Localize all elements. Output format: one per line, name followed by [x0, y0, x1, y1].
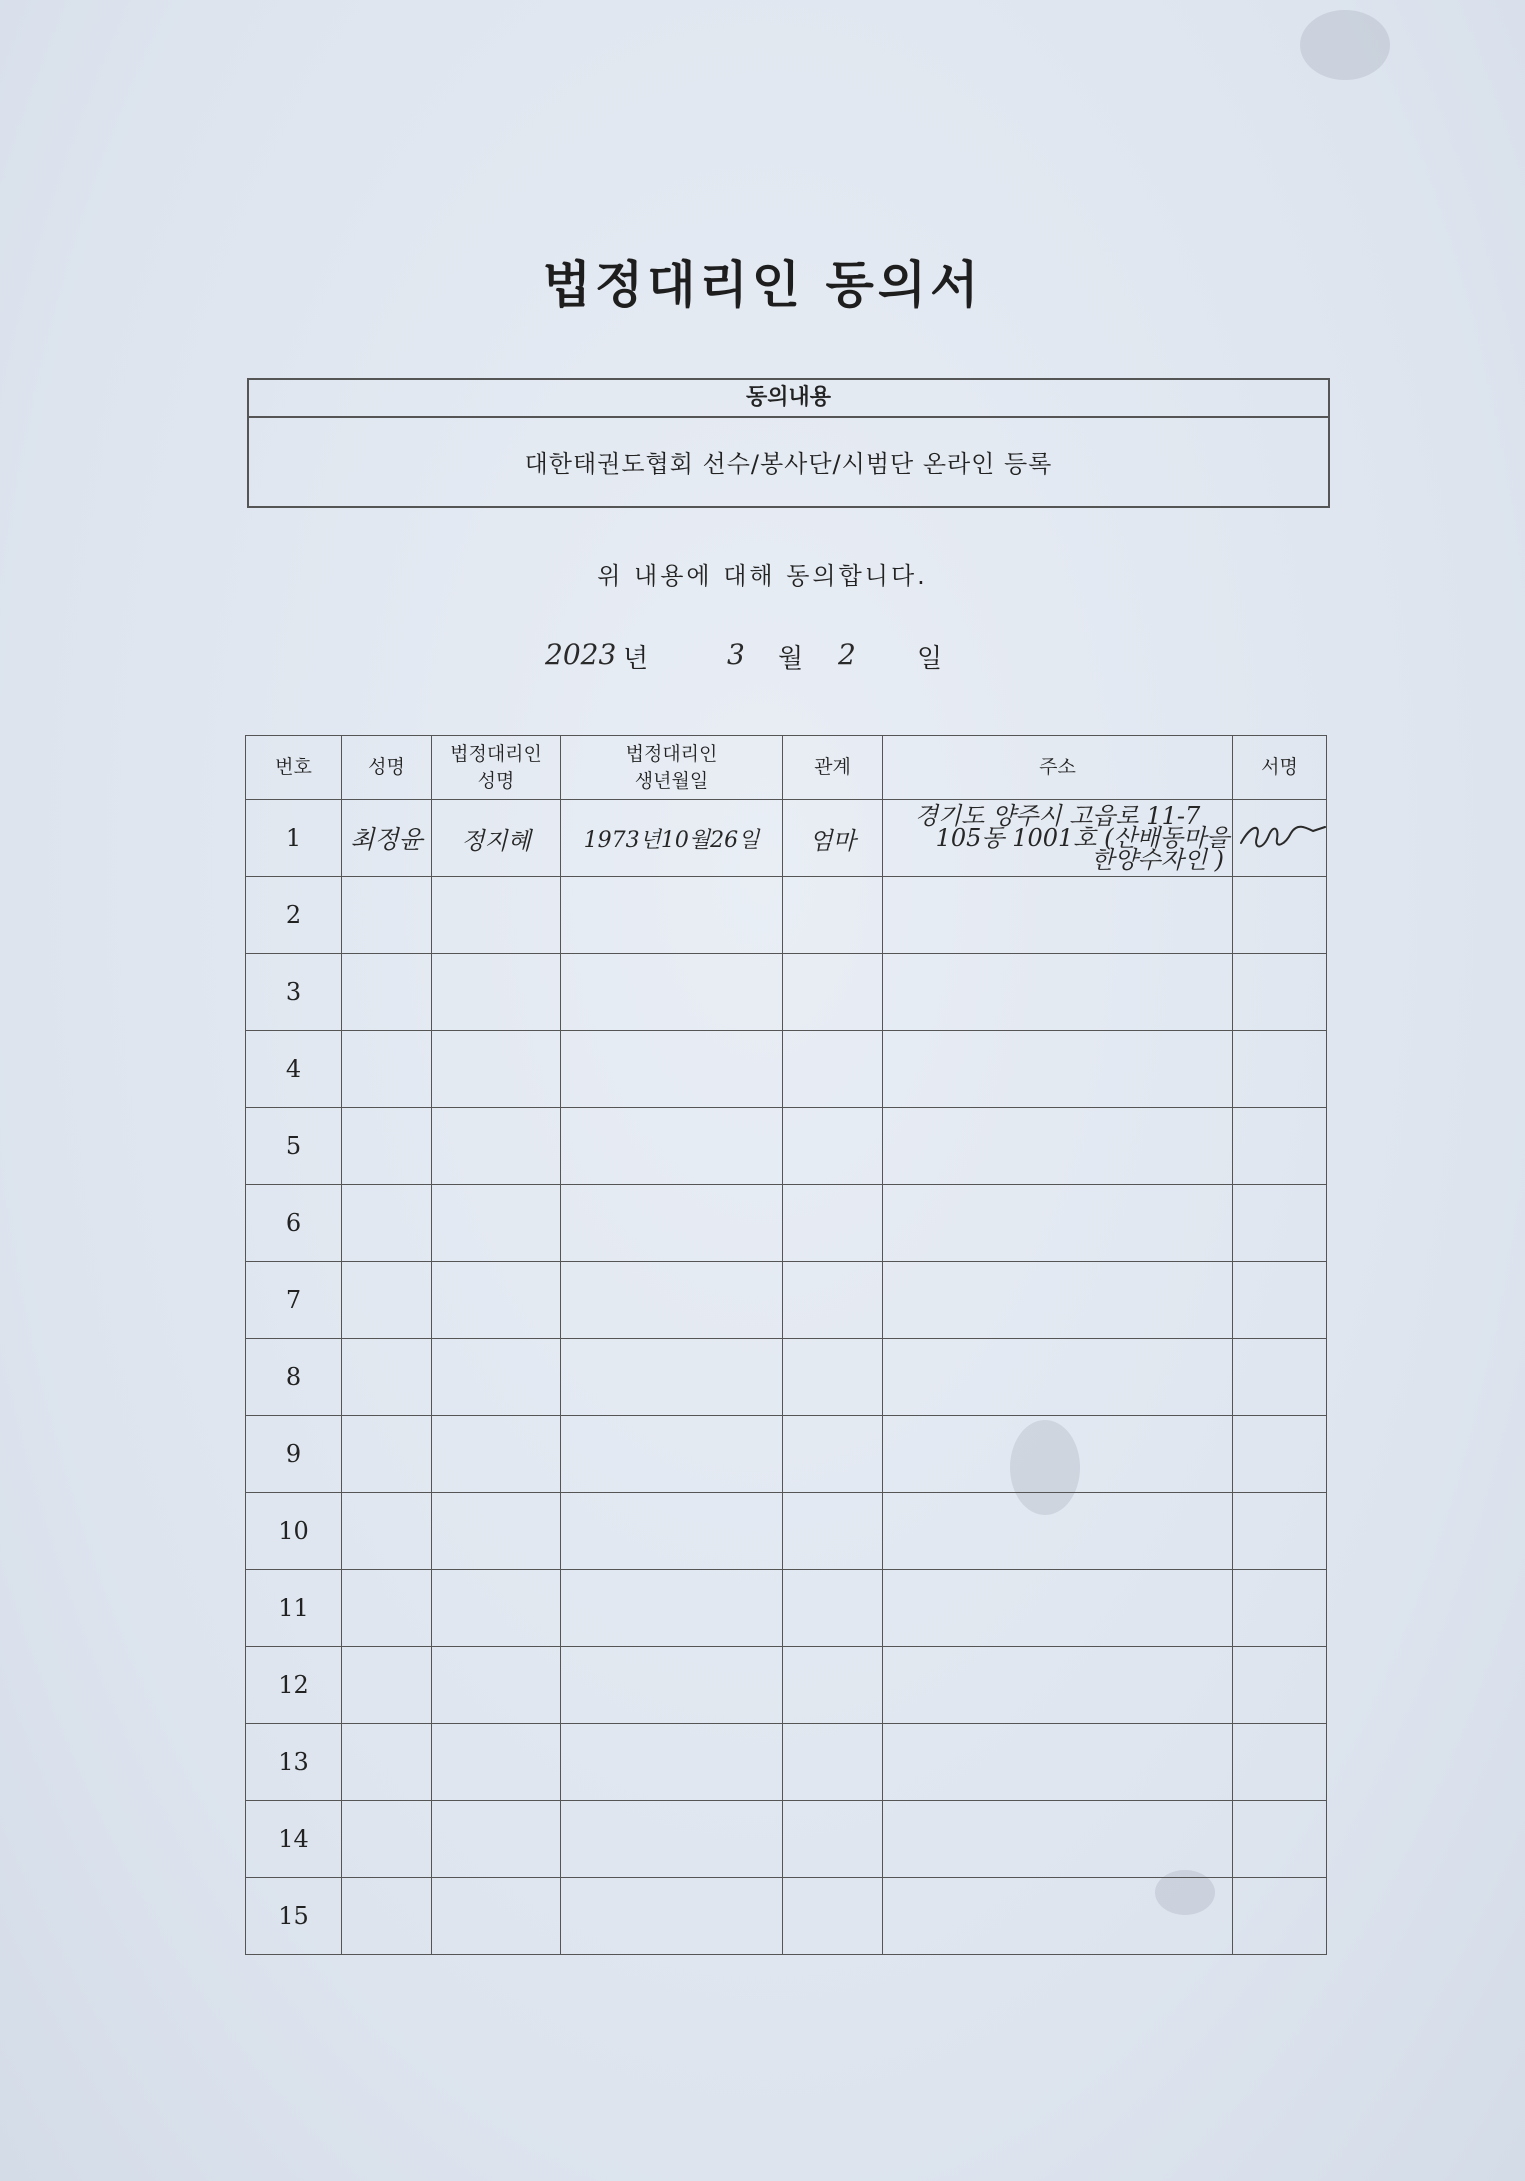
empty-cell — [561, 1262, 783, 1339]
signature — [1233, 800, 1327, 877]
empty-cell — [783, 1416, 883, 1493]
empty-cell — [561, 1339, 783, 1416]
empty-cell — [432, 954, 561, 1031]
empty-cell — [1233, 1878, 1327, 1955]
empty-cell — [883, 1493, 1233, 1570]
empty-cell — [883, 877, 1233, 954]
empty-cell — [342, 954, 432, 1031]
header-guardian-birth: 법정대리인 생년월일 — [561, 736, 783, 800]
table-row — [246, 1647, 1327, 1724]
empty-cell — [1233, 1801, 1327, 1878]
empty-cell — [883, 1570, 1233, 1647]
table-row — [246, 1339, 1327, 1416]
table-row — [246, 877, 1327, 954]
student-name: 최정윤 — [342, 800, 432, 877]
table-row — [246, 1878, 1327, 1955]
table-row — [246, 1262, 1327, 1339]
empty-cell — [783, 1262, 883, 1339]
table-row — [246, 1493, 1327, 1570]
empty-cell — [342, 877, 432, 954]
agreement-statement: 위 내용에 대해 동의합니다. — [597, 562, 928, 590]
table-row — [246, 1108, 1327, 1185]
address-line: 105동 1001호 (산배동마을 — [935, 824, 1230, 852]
empty-cell — [561, 877, 783, 954]
row-number: 4 — [246, 1031, 342, 1108]
empty-cell — [432, 1185, 561, 1262]
empty-cell — [883, 1031, 1233, 1108]
empty-cell — [561, 1801, 783, 1878]
table-row — [246, 1570, 1327, 1647]
empty-cell — [342, 1108, 432, 1185]
guardian-name: 정지혜 — [432, 800, 561, 877]
date-month: 3 — [727, 638, 745, 671]
date-year-unit: 년 — [623, 644, 649, 674]
empty-cell — [783, 1339, 883, 1416]
empty-cell — [783, 1878, 883, 1955]
empty-cell — [783, 1185, 883, 1262]
empty-cell — [432, 1262, 561, 1339]
empty-cell — [342, 1878, 432, 1955]
table-row — [246, 1416, 1327, 1493]
empty-cell — [1233, 954, 1327, 1031]
empty-cell — [561, 1647, 783, 1724]
empty-cell — [883, 1339, 1233, 1416]
row-number: 12 — [246, 1647, 342, 1724]
header-relation: 관계 — [783, 736, 883, 800]
empty-cell — [342, 1724, 432, 1801]
table-header-row — [246, 736, 1327, 800]
date-day-unit: 일 — [917, 644, 943, 674]
table-row — [246, 1724, 1327, 1801]
stain — [1300, 10, 1390, 80]
empty-cell — [342, 1493, 432, 1570]
signature-mark — [1233, 805, 1326, 865]
date-day: 2 — [838, 638, 856, 671]
empty-cell — [883, 1878, 1233, 1955]
empty-cell — [883, 1801, 1233, 1878]
empty-cell — [883, 1724, 1233, 1801]
empty-cell — [1233, 1416, 1327, 1493]
empty-cell — [783, 1031, 883, 1108]
empty-cell — [783, 954, 883, 1031]
table-row — [246, 954, 1327, 1031]
empty-cell — [783, 1108, 883, 1185]
empty-cell — [883, 1647, 1233, 1724]
header-address: 주소 — [883, 736, 1233, 800]
address-line: 한양수자인 ) — [1091, 846, 1224, 874]
empty-cell — [1233, 1570, 1327, 1647]
empty-cell — [561, 1878, 783, 1955]
empty-cell — [783, 1647, 883, 1724]
empty-cell — [342, 1416, 432, 1493]
empty-cell — [883, 1416, 1233, 1493]
row-number: 11 — [246, 1570, 342, 1647]
consent-content: 대한태권도협회 선수/봉사단/시범단 온라인 등록 — [524, 450, 1053, 478]
guardian-table — [245, 735, 1327, 1955]
header-guardian-name: 법정대리인 성명 — [432, 736, 561, 800]
header-signature: 서명 — [1233, 736, 1327, 800]
empty-cell — [342, 1031, 432, 1108]
empty-cell — [561, 1570, 783, 1647]
empty-cell — [342, 1262, 432, 1339]
empty-cell — [561, 1031, 783, 1108]
empty-cell — [342, 1185, 432, 1262]
consent-box — [247, 378, 1330, 508]
row-number: 3 — [246, 954, 342, 1031]
empty-cell — [432, 1647, 561, 1724]
empty-cell — [432, 1570, 561, 1647]
empty-cell — [342, 1647, 432, 1724]
empty-cell — [883, 1108, 1233, 1185]
empty-cell — [432, 877, 561, 954]
relation: 엄마 — [783, 800, 883, 877]
empty-cell — [432, 1108, 561, 1185]
empty-cell — [883, 954, 1233, 1031]
document-title: 법정대리인 동의서 — [542, 256, 983, 314]
table-row — [246, 800, 1327, 877]
row-number: 8 — [246, 1339, 342, 1416]
table-row — [246, 1185, 1327, 1262]
empty-cell — [432, 1724, 561, 1801]
row-number: 10 — [246, 1493, 342, 1570]
empty-cell — [1233, 1647, 1327, 1724]
address — [883, 800, 1233, 877]
empty-cell — [561, 1185, 783, 1262]
row-number: 1 — [246, 800, 342, 877]
empty-cell — [432, 1493, 561, 1570]
empty-cell — [432, 1031, 561, 1108]
empty-cell — [1233, 1493, 1327, 1570]
row-number: 14 — [246, 1801, 342, 1878]
empty-cell — [783, 1493, 883, 1570]
empty-cell — [783, 1570, 883, 1647]
header-name: 성명 — [342, 736, 432, 800]
address-line: 경기도 양주시 고읍로 11-7 — [914, 802, 1201, 830]
row-number: 6 — [246, 1185, 342, 1262]
table-row — [246, 1801, 1327, 1878]
empty-cell — [561, 1416, 783, 1493]
empty-cell — [783, 877, 883, 954]
empty-cell — [883, 1185, 1233, 1262]
row-number: 9 — [246, 1416, 342, 1493]
row-number: 13 — [246, 1724, 342, 1801]
empty-cell — [342, 1570, 432, 1647]
empty-cell — [783, 1724, 883, 1801]
empty-cell — [342, 1339, 432, 1416]
consent-heading: 동의내용 — [249, 380, 1328, 418]
empty-cell — [783, 1801, 883, 1878]
empty-cell — [342, 1801, 432, 1878]
table-row — [246, 1031, 1327, 1108]
date-month-unit: 월 — [778, 644, 804, 674]
row-number: 7 — [246, 1262, 342, 1339]
empty-cell — [561, 1724, 783, 1801]
empty-cell — [432, 1339, 561, 1416]
date-year: 2023 — [545, 638, 617, 671]
empty-cell — [1233, 1339, 1327, 1416]
empty-cell — [432, 1801, 561, 1878]
empty-cell — [1233, 1262, 1327, 1339]
empty-cell — [1233, 1185, 1327, 1262]
empty-cell — [1233, 1031, 1327, 1108]
header-number: 번호 — [246, 736, 342, 800]
row-number: 2 — [246, 877, 342, 954]
empty-cell — [1233, 1108, 1327, 1185]
row-number: 5 — [246, 1108, 342, 1185]
empty-cell — [432, 1878, 561, 1955]
row-number: 15 — [246, 1878, 342, 1955]
empty-cell — [1233, 877, 1327, 954]
guardian-birth: 1973년10월26일 — [561, 800, 783, 877]
empty-cell — [561, 954, 783, 1031]
empty-cell — [561, 1493, 783, 1570]
empty-cell — [561, 1108, 783, 1185]
empty-cell — [1233, 1724, 1327, 1801]
empty-cell — [883, 1262, 1233, 1339]
empty-cell — [432, 1416, 561, 1493]
